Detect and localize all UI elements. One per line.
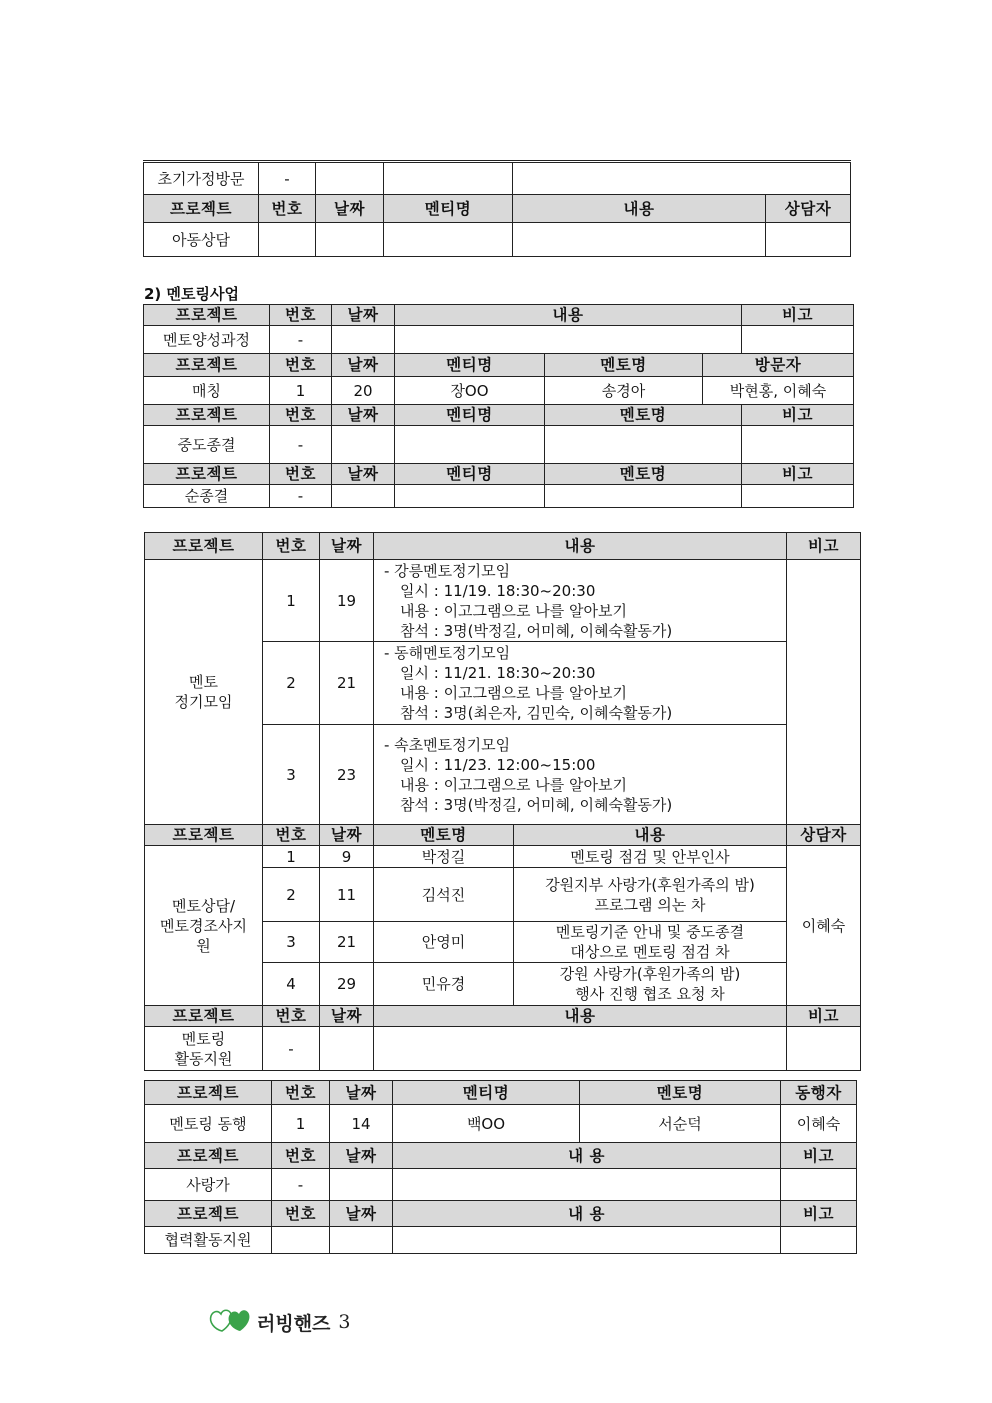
header-counselor: 상담자	[766, 195, 851, 223]
header-note: 비고	[781, 1201, 857, 1227]
header-date: 날짜	[320, 533, 374, 560]
number-cell: 1	[263, 846, 320, 868]
header-mentee: 멘티명	[395, 405, 545, 426]
header-date: 날짜	[332, 464, 395, 485]
content-cell: 강원 사랑가(후원가족의 밤) 행사 진행 협조 요청 차	[514, 963, 787, 1006]
number-cell: 2	[263, 642, 320, 725]
table-header-row	[145, 825, 861, 846]
header-mentee: 멘티명	[395, 464, 545, 485]
header-content: 내용	[514, 825, 787, 846]
date-cell: 9	[320, 846, 374, 868]
header-project: 프로젝트	[144, 305, 270, 326]
table-row	[144, 162, 851, 195]
header-project: 프로젝트	[145, 533, 263, 560]
table-row	[145, 1027, 861, 1071]
header-counselor: 상담자	[787, 825, 861, 846]
project-cell: 멘토양성과정	[144, 326, 270, 354]
project-cell: 초기가정방문	[144, 162, 259, 195]
header-date: 날짜	[330, 1143, 393, 1169]
number-cell: 3	[263, 725, 320, 825]
header-number: 번호	[270, 464, 332, 485]
content-cell: - 속초멘토정기모임 일시 : 11/23. 12:00~15:00 내용 : 이고그램으로 나를 알아보기 참석 : 3명(박정길, 어미혜, 이혜숙활동가)	[374, 725, 787, 825]
table-row	[144, 426, 854, 464]
table-header-row	[144, 354, 854, 377]
header-date: 날짜	[316, 195, 384, 223]
table-header-row	[145, 1143, 857, 1169]
content-cell: - 강릉멘토정기모임 일시 : 11/19. 18:30~20:30 내용 : 이고그램으로 나를 알아보기 참석 : 3명(박정길, 어미혜, 이혜숙활동가)	[374, 560, 787, 642]
mentor-cell: 민유경	[374, 963, 514, 1006]
header-project: 프로젝트	[145, 1201, 272, 1227]
page-number: 3	[338, 1311, 351, 1333]
companion-cell: 이혜숙	[781, 1105, 857, 1143]
date-cell: 21	[320, 922, 374, 963]
table-header-row	[145, 1201, 857, 1227]
header-mentee: 멘티명	[384, 195, 513, 223]
date-cell: 21	[320, 642, 374, 725]
table-row	[145, 846, 861, 868]
mentor-cell: 서순덕	[580, 1105, 781, 1143]
heart-leaf-icon	[208, 1305, 254, 1339]
header-project: 프로젝트	[145, 1143, 272, 1169]
header-number: 번호	[263, 825, 320, 846]
table-mentoring	[143, 304, 854, 508]
header-content: 내용	[374, 533, 787, 560]
mentee-cell: 백OO	[393, 1105, 580, 1143]
header-mentee: 멘티명	[393, 1081, 580, 1105]
table-accompany	[144, 1080, 857, 1254]
table-row	[144, 223, 851, 257]
header-mentor: 멘토명	[374, 825, 514, 846]
project-cell: 협력활동지원	[145, 1227, 272, 1254]
header-companion: 동행자	[781, 1081, 857, 1105]
header-number: 번호	[272, 1081, 330, 1105]
header-content: 내 용	[393, 1201, 781, 1227]
header-date: 날짜	[330, 1201, 393, 1227]
header-content: 내용	[513, 195, 766, 223]
project-cell: 아동상담	[144, 223, 259, 257]
header-project: 프로젝트	[145, 1081, 272, 1105]
number-cell: -	[270, 426, 332, 464]
table-row	[145, 1169, 857, 1201]
project-cell: 매칭	[144, 377, 270, 405]
table-header-row	[145, 1081, 857, 1105]
mentee-cell: 장OO	[395, 377, 545, 405]
header-note: 비고	[742, 405, 854, 426]
project-cell: 멘토 정기모임	[145, 560, 263, 825]
header-note: 비고	[742, 305, 854, 326]
project-cell: 순종결	[144, 485, 270, 508]
table-header-row	[144, 464, 854, 485]
footer-logo	[208, 1305, 351, 1339]
header-content: 내용	[395, 305, 742, 326]
header-number: 번호	[263, 533, 320, 560]
header-number: 번호	[259, 195, 316, 223]
date-cell: 11	[320, 868, 374, 922]
header-project: 프로젝트	[144, 464, 270, 485]
header-project: 프로젝트	[144, 195, 259, 223]
header-number: 번호	[270, 305, 332, 326]
date-cell: 14	[330, 1105, 393, 1143]
number-cell: 1	[272, 1105, 330, 1143]
content-cell: 멘토링 점검 및 안부인사	[514, 846, 787, 868]
table-row	[145, 1105, 857, 1143]
header-number: 번호	[272, 1201, 330, 1227]
number-cell: -	[270, 485, 332, 508]
number-cell: -	[263, 1027, 320, 1071]
table-header-row	[145, 1006, 861, 1027]
header-mentor: 멘토명	[580, 1081, 781, 1105]
mentor-cell: 안영미	[374, 922, 514, 963]
header-content: 내 용	[393, 1143, 781, 1169]
logo-text: 러빙핸즈	[257, 1312, 331, 1335]
table-home-visit	[143, 160, 851, 257]
project-cell: 멘토링 활동지원	[145, 1027, 263, 1071]
table-row	[144, 485, 854, 508]
header-mentor: 멘토명	[545, 464, 742, 485]
content-cell: - 동해멘토정기모임 일시 : 11/21. 18:30~20:30 내용 : 이고그램으로 나를 알아보기 참석 : 3명(최은자, 김민숙, 이혜숙활동가)	[374, 642, 787, 725]
section-title: 2) 멘토링사업	[144, 285, 239, 303]
header-project: 프로젝트	[144, 405, 270, 426]
header-mentee: 멘티명	[395, 354, 545, 377]
number-cell: 4	[263, 963, 320, 1006]
mentor-cell: 김석진	[374, 868, 514, 922]
number-cell: 1	[270, 377, 332, 405]
header-mentor: 멘토명	[545, 354, 703, 377]
project-cell: 중도종결	[144, 426, 270, 464]
number-cell: 3	[263, 922, 320, 963]
header-date: 날짜	[330, 1081, 393, 1105]
date-cell: 19	[320, 560, 374, 642]
header-date: 날짜	[320, 1006, 374, 1027]
project-cell: 멘토상담/ 멘토경조사지 원	[145, 846, 263, 1006]
table-header-row	[144, 195, 851, 223]
content-cell: 강원지부 사랑가(후원가족의 밤) 프로그램 의논 차	[514, 868, 787, 922]
header-number: 번호	[272, 1143, 330, 1169]
header-number: 번호	[270, 405, 332, 426]
header-number: 번호	[270, 354, 332, 377]
number-cell: -	[259, 162, 316, 195]
visitor-cell: 박현홍, 이혜숙	[703, 377, 854, 405]
header-date: 날짜	[320, 825, 374, 846]
header-note: 비고	[742, 464, 854, 485]
header-note: 비고	[781, 1143, 857, 1169]
header-date: 날짜	[332, 354, 395, 377]
table-row	[144, 377, 854, 405]
header-project: 프로젝트	[145, 825, 263, 846]
date-cell: 29	[320, 963, 374, 1006]
project-cell: 사랑가	[145, 1169, 272, 1201]
mentor-cell: 송경아	[545, 377, 703, 405]
header-project: 프로젝트	[144, 354, 270, 377]
number-cell: 2	[263, 868, 320, 922]
header-date: 날짜	[332, 305, 395, 326]
header-note: 비고	[787, 533, 861, 560]
table-row	[145, 1227, 857, 1254]
table-mentor-meetings	[144, 532, 861, 1071]
table-header-row	[144, 405, 854, 426]
header-note: 비고	[787, 1006, 861, 1027]
header-number: 번호	[263, 1006, 320, 1027]
content-cell: 멘토링기준 안내 및 중도종결 대상으로 멘토링 점검 차	[514, 922, 787, 963]
mentor-cell: 박정길	[374, 846, 514, 868]
date-cell: 23	[320, 725, 374, 825]
project-cell: 멘토링 동행	[145, 1105, 272, 1143]
header-project: 프로젝트	[145, 1006, 263, 1027]
header-date: 날짜	[332, 405, 395, 426]
date-cell: 20	[332, 377, 395, 405]
number-cell: 1	[263, 560, 320, 642]
header-content: 내용	[374, 1006, 787, 1027]
header-visitor: 방문자	[703, 354, 854, 377]
table-header-row	[145, 533, 861, 560]
number-cell: -	[272, 1169, 330, 1201]
header-mentor: 멘토명	[545, 405, 742, 426]
table-header-row	[144, 305, 854, 326]
table-row	[145, 560, 861, 642]
number-cell: -	[270, 326, 332, 354]
table-row	[144, 326, 854, 354]
counselor-cell: 이혜숙	[787, 846, 861, 1006]
